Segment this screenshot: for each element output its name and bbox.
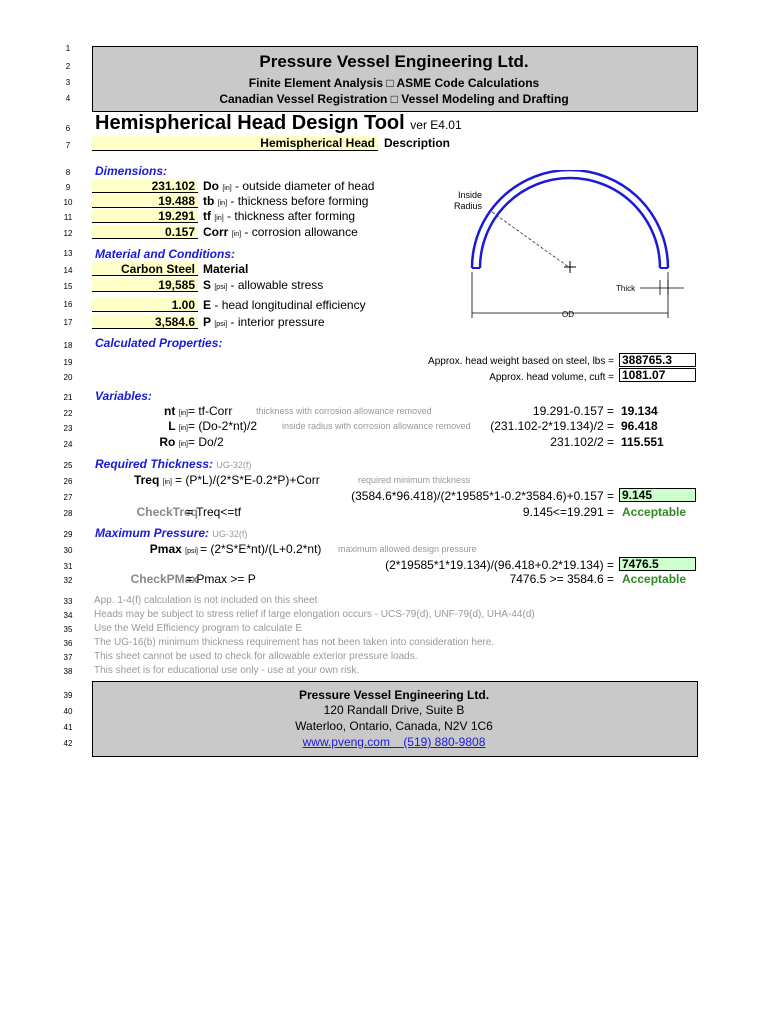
row-number: 18: [63, 341, 73, 350]
row-number: 16: [63, 300, 73, 309]
volume-label: Approx. head volume, cuft =: [489, 372, 614, 383]
row-number: 38: [63, 667, 73, 676]
material-row-label: [203, 262, 248, 276]
note-line: App. 1-4(f) calculation is not included on this sheet: [94, 595, 318, 606]
material-desc: - interior pressure: [230, 315, 325, 329]
row-number: 42: [63, 739, 73, 748]
variable-calc: (231.102-2*19.134)/2 =: [490, 419, 614, 433]
note-line: This sheet is for educational use only - use at your own risk.: [94, 665, 360, 676]
row-number: 14: [63, 266, 73, 275]
material-value-input[interactable]: Carbon Steel: [92, 262, 198, 276]
weight-result: 388765.3: [619, 353, 696, 367]
footer-address-2: Waterloo, Ontario, Canada, N2V 1C6: [295, 719, 493, 733]
dimensions-desc: - thickness before forming: [230, 194, 369, 208]
row-number: 19: [63, 358, 73, 367]
variable-unit: [in]: [178, 441, 188, 448]
header-services-2: Canadian Vessel Registration □ Vessel Modeling and Drafting: [219, 92, 569, 106]
material-row-label: [203, 298, 366, 312]
weight-label: Approx. head weight based on steel, lbs =: [428, 356, 614, 367]
thick-label: Thick: [616, 284, 636, 293]
dimensions-value-input[interactable]: 19.488: [92, 194, 198, 208]
row-number: 8: [65, 168, 71, 177]
hemisphere-diagram: [440, 170, 700, 320]
material-unit: [psi]: [214, 321, 228, 328]
material-symbol: P: [203, 315, 212, 329]
row-number: 29: [63, 530, 73, 539]
row-number: 12: [63, 229, 73, 238]
row-number: 36: [63, 639, 73, 648]
row-number: 15: [63, 282, 73, 291]
description-input[interactable]: Hemispherical Head: [92, 136, 378, 151]
material-symbol: S: [203, 278, 212, 292]
pmax-calc: (2*19585*1*19.134)/(96.418+0.2*19.134) =: [385, 558, 614, 572]
inside-label-2: Radius: [454, 201, 483, 211]
variable-unit: [in]: [178, 410, 188, 417]
checktreq-symbol: CheckTreq: [136, 505, 198, 519]
variable-symbol: [92, 435, 188, 449]
row-number: 17: [63, 318, 73, 327]
od-label: OD: [562, 310, 574, 319]
row-number: 33: [63, 597, 73, 606]
checkpmax-status: Acceptable: [622, 572, 687, 586]
variable-symbol: [92, 404, 188, 418]
row-number: 32: [63, 576, 73, 585]
variable-equation: = (Do-2*nt)/2: [188, 419, 258, 433]
row-number: 28: [63, 509, 73, 518]
row-number: 21: [63, 393, 73, 402]
description-label: Description: [384, 136, 451, 150]
checktreq-equation: = Treq<=tf: [186, 505, 242, 519]
row-number: 9: [65, 183, 71, 192]
dimensions-row-label: [203, 225, 358, 239]
note-line: Heads may be subject to stress relief if large elongation occurs - UCS-79(d), UNF-79(d), UHA-44(d): [94, 609, 535, 620]
material-desc: - head longitudinal efficiency: [214, 298, 366, 312]
row-number: 27: [63, 493, 73, 502]
dimensions-value-input[interactable]: 0.157: [92, 225, 198, 239]
variable-comment: inside radius with corrosion allowance removed: [282, 421, 471, 431]
variable-symbol-text: nt: [163, 404, 176, 418]
checkpmax-symbol: CheckPMax: [130, 572, 198, 586]
company-title: Pressure Vessel Engineering Ltd.: [259, 52, 529, 71]
row-number: 39: [63, 691, 73, 700]
row-number: 23: [63, 424, 73, 433]
checkpmax-equation: = Pmax >= P: [186, 572, 256, 586]
row-number: 20: [63, 373, 73, 382]
row-number: 40: [63, 707, 73, 716]
dimensions-value-input[interactable]: 231.102: [92, 179, 198, 193]
row-number: 26: [63, 477, 73, 486]
variable-symbol: [92, 419, 188, 433]
material-heading: Material and Conditions:: [95, 247, 236, 261]
row-number: 30: [63, 546, 73, 555]
treq-result: 9.145: [619, 488, 696, 502]
treq-comment: required minimum thickness: [358, 475, 471, 485]
dimensions-symbol: tf: [203, 209, 211, 223]
dimensions-row-label: [203, 179, 374, 193]
variable-result: 115.551: [621, 435, 664, 449]
page-title: Hemispherical Head Design Tool ver E4.01: [95, 112, 462, 134]
row-number: 31: [63, 562, 73, 571]
dimensions-symbol: Do: [203, 179, 219, 193]
note-line: Use the Weld Efficiency program to calculate E: [94, 623, 303, 634]
radius-line: [492, 212, 570, 268]
variable-comment: thickness with corrosion allowance removed: [256, 406, 432, 416]
variable-equation: = tf-Corr: [188, 404, 233, 418]
row-number: 6: [65, 124, 71, 133]
dimensions-symbol: tb: [203, 194, 215, 208]
material-value-input[interactable]: 3,584.6: [92, 315, 198, 329]
pmax-result: 7476.5: [619, 557, 696, 571]
dimensions-desc: - corrosion allowance: [244, 225, 358, 239]
material-desc: - allowable stress: [230, 278, 324, 292]
dimensions-desc: - thickness after forming: [227, 209, 356, 223]
version-label: ver E4.01: [410, 118, 462, 132]
checktreq-calc: 9.145<=19.291 =: [522, 505, 614, 519]
footer-address-1: 120 Randall Drive, Suite B: [323, 703, 465, 717]
row-number: 1: [65, 44, 71, 53]
material-value-input[interactable]: 1.00: [92, 298, 198, 312]
row-number: 41: [63, 723, 73, 732]
row-number: 22: [63, 409, 73, 418]
row-number: 4: [65, 94, 71, 103]
row-number: 13: [63, 249, 73, 258]
row-number: 2: [65, 62, 71, 71]
checktreq-status: Acceptable: [622, 505, 687, 519]
maxp-heading: Maximum Pressure: UG-32(f): [95, 526, 248, 540]
dimensions-unit: [in]: [217, 200, 228, 207]
variable-equation: = Do/2: [188, 435, 224, 449]
dimensions-unit: [in]: [222, 185, 232, 192]
variable-result: 19.134: [621, 404, 658, 418]
variable-symbol-text: Ro: [159, 435, 176, 449]
dimensions-unit: [in]: [231, 231, 242, 238]
required-heading: Required Thickness: UG-32(f): [95, 457, 252, 471]
variable-calc: 19.291-0.157 =: [532, 404, 614, 418]
dimensions-desc: - outside diameter of head: [235, 179, 375, 193]
checkpmax-calc: 7476.5 >= 3584.6 =: [509, 572, 614, 586]
dimensions-row-label: [203, 209, 355, 223]
variables-heading: Variables:: [95, 389, 152, 403]
treq-calc: (3584.6*96.418)/(2*19585*1-0.2*3584.6)+0.157 =: [351, 489, 614, 503]
dimensions-value-input[interactable]: 19.291: [92, 209, 198, 223]
variable-result: 96.418: [621, 419, 658, 433]
variable-calc: 231.102/2 =: [550, 435, 614, 449]
header-services-1: Finite Element Analysis □ ASME Code Calculations: [248, 76, 540, 90]
note-line: This sheet cannot be used to check for allowable exterior pressure loads.: [94, 651, 418, 662]
variable-symbol-text: L: [168, 419, 176, 433]
row-number: 25: [63, 461, 73, 470]
pmax-symbol: Pmax [psi]: [149, 542, 198, 556]
row-number: 34: [63, 611, 73, 620]
variable-unit: [in]: [178, 425, 188, 432]
treq-symbol: Treq [in]: [133, 473, 172, 487]
row-number: 24: [63, 440, 73, 449]
volume-result: 1081.07: [619, 368, 696, 382]
dimensions-row-label: [203, 194, 368, 208]
treq-equation: = (P*L)/(2*S*E-0.2*P)+Corr: [175, 473, 320, 487]
row-number: 11: [63, 213, 73, 222]
pmax-equation: = (2*S*E*nt)/(L+0.2*nt): [200, 542, 322, 556]
material-symbol: Material: [203, 262, 249, 276]
material-row-label: [203, 315, 325, 329]
row-number: 35: [63, 625, 73, 634]
note-line: The UG-16(b) minimum thickness requirement has not been taken into consideration here.: [94, 637, 495, 648]
row-number: 3: [65, 78, 71, 87]
inside-label-1: Inside: [458, 190, 483, 200]
material-row-label: [203, 278, 323, 292]
row-number: 10: [63, 198, 73, 207]
row-number: 7: [65, 141, 71, 150]
row-number: 37: [63, 653, 73, 662]
calculated-heading: Calculated Properties:: [95, 336, 223, 350]
material-value-input[interactable]: 19,585: [92, 278, 198, 292]
dimensions-heading: Dimensions:: [95, 164, 168, 178]
dimensions-unit: [in]: [214, 215, 224, 222]
pmax-comment: maximum allowed design pressure: [338, 544, 477, 554]
footer-link[interactable]: www.pveng.com (519) 880-9808: [302, 735, 486, 749]
material-unit: [psi]: [214, 284, 228, 291]
material-symbol: E: [203, 298, 212, 312]
footer-company: Pressure Vessel Engineering Ltd.: [298, 688, 490, 702]
dimensions-symbol: Corr: [203, 225, 229, 239]
